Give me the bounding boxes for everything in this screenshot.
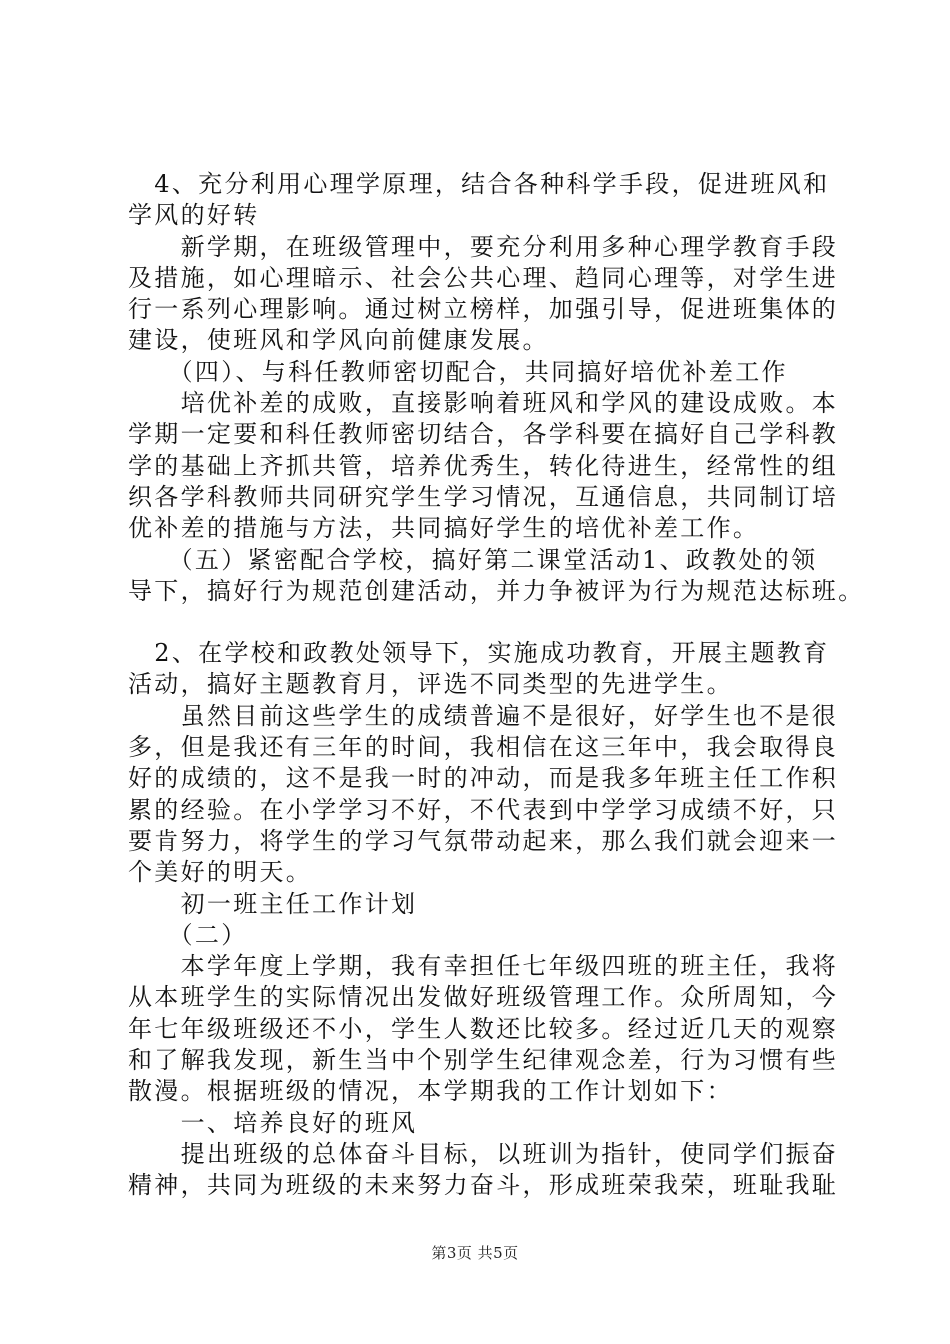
text-line: 行一系列心理影响。通过树立榜样，加强引导，促进班集体的 bbox=[128, 295, 839, 324]
text-line: 导下，搞好行为规范创建活动，并力争被评为行为规范达标班。 bbox=[128, 576, 865, 605]
document-body bbox=[128, 169, 865, 1202]
paragraph-gap bbox=[128, 607, 828, 638]
document-title: 初一班主任工作计划 bbox=[128, 889, 418, 918]
text-line: 4、充分利用心理学原理，结合各种科学手段，促进班风和 bbox=[128, 170, 830, 198]
text-line: 和了解我发现，新生当中个别学生纪律观念差，行为习惯有些 bbox=[128, 1046, 839, 1075]
text-line: 学的基础上齐抓共管，培养优秀生，转化待进生，经常性的组 bbox=[128, 451, 839, 480]
text-line: 及措施，如心理暗示、社会公共心理、趋同心理等，对学生进 bbox=[128, 263, 839, 292]
text-line: 从本班学生的实际情况出发做好班级管理工作。众所周知，今 bbox=[128, 983, 839, 1012]
text-line: 新学期，在班级管理中，要充分利用多种心理学教育手段 bbox=[128, 232, 839, 261]
text-line: 学风的好转 bbox=[128, 201, 260, 230]
text-line: 多，但是我还有三年的时间，我相信在这三年中，我会取得良 bbox=[128, 733, 839, 762]
section-heading: （五）紧密配合学校，搞好第二课堂活动1、政教处的领 bbox=[128, 545, 818, 574]
text-line: 累的经验。在小学学习不好，不代表到中学学习成绩不好，只 bbox=[128, 795, 839, 824]
text-line: 年七年级班级还不小，学生人数还比较多。经过近几天的观察 bbox=[128, 1014, 839, 1043]
text-line: 学期一定要和科任教师密切结合，各学科要在搞好自己学科教 bbox=[128, 420, 839, 449]
text-line: 个美好的明天。 bbox=[128, 858, 313, 887]
text-line: 织各学科教师共同研究学生学习情况，互通信息，共同制订培 bbox=[128, 482, 839, 511]
text-line: 本学年度上学期，我有幸担任七年级四班的班主任，我将 bbox=[128, 952, 839, 981]
text-line: 提出班级的总体奋斗目标，以班训为指针，使同学们振奋 bbox=[128, 1139, 839, 1168]
page-number-footer: 第3页 共5页 bbox=[431, 1244, 519, 1262]
text-line: 精神，共同为班级的未来努力奋斗，形成班荣我荣，班耻我耻 bbox=[128, 1171, 839, 1200]
text-line: 优补差的措施与方法，共同搞好学生的培优补差工作。 bbox=[128, 514, 760, 543]
text-line: 虽然目前这些学生的成绩普遍不是很好，好学生也不是很 bbox=[128, 701, 839, 730]
section-heading: （四）、与科任教师密切配合，共同搞好培优补差工作 bbox=[128, 357, 788, 386]
text-line: 活动，搞好主题教育月，评选不同类型的先进学生。 bbox=[128, 670, 733, 699]
text-line: 散漫。根据班级的情况，本学期我的工作计划如下： bbox=[128, 1077, 733, 1106]
text-line: 建设，使班风和学风向前健康发展。 bbox=[128, 326, 549, 355]
text-line: 培优补差的成败，直接影响着班风和学风的建设成败。本 bbox=[128, 389, 839, 418]
text-line: 要肯努力，将学生的学习气氛带动起来，那么我们就会迎来一 bbox=[128, 826, 839, 855]
text-line: 好的成绩的，这不是我一时的冲动，而是我多年班主任工作积 bbox=[128, 764, 839, 793]
text-line: 2、在学校和政教处领导下，实施成功教育，开展主题教育 bbox=[128, 639, 830, 668]
section-heading: 一、培养良好的班风 bbox=[128, 1108, 418, 1137]
document-subtitle: （二） bbox=[128, 920, 248, 949]
